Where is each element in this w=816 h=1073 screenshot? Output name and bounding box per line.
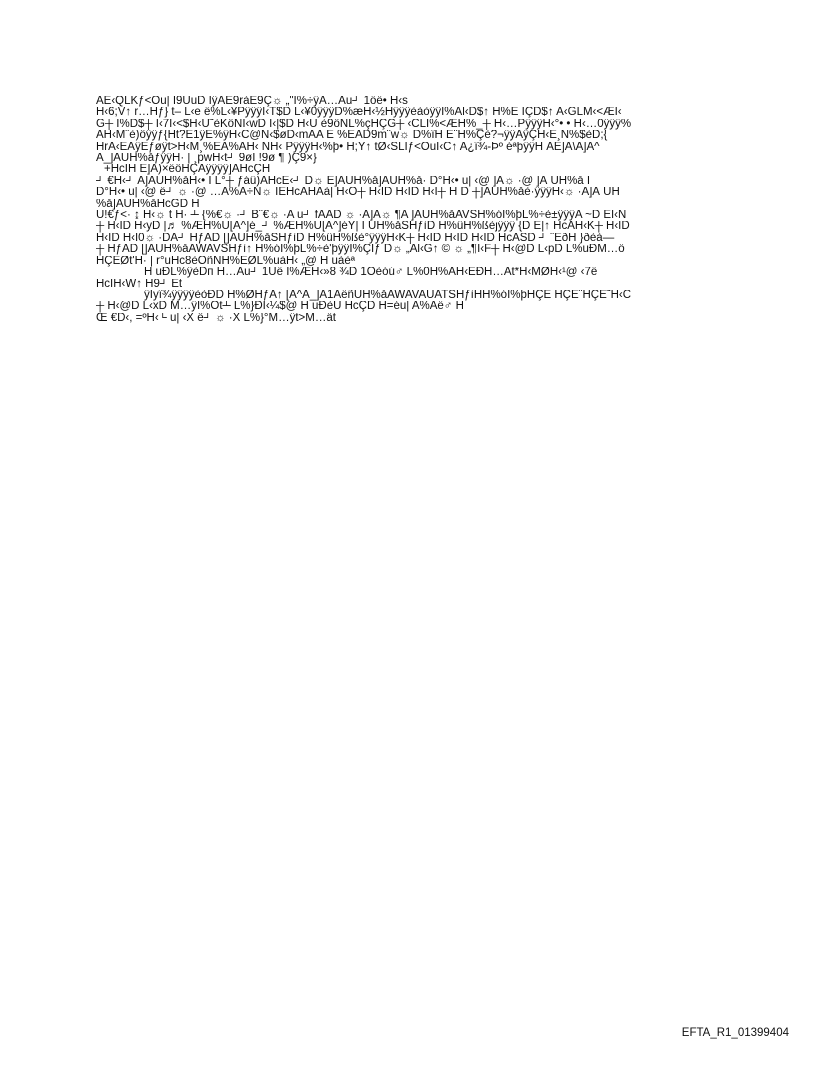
text-line: HcÎH‹W↑ H9┘ Êt bbox=[96, 278, 183, 290]
text-line: ┼ H‹ID H‹yD |♬ %ÆH%Ú[A^]é_┘ %ÆH%Ú[A^]éY| Ï UH%åSHƒìD H%ûH%ßèjÿÿÿ {D Ë|↑ HcÁH‹K┼ H‹ID bbox=[96, 221, 630, 233]
text-line: HrÄ‹EÀÿÉƒøÿt>H‹M¸%EÀ%ÂH‹ ÑH‹ PÿÿÿH‹%þ• H;Y↑ tØ‹SLIƒ<ÔuÎ‹C↑ A¿ï¾-Þº éªþÿÿH ÀÈ]A\A]A^ bbox=[96, 141, 600, 153]
text-line: ┼ H‹@D L‹xD M…ÿI%Ôt┴ L%}ÐI‹¼$@ H uÐèÜ HcÇD H=éu| A%Àë♂ H bbox=[96, 301, 464, 313]
document-id-footer: EFTA_R1_01399404 bbox=[681, 1027, 789, 1039]
text-line: H uÐL%ÿèDп H…Àu┘ 1Ûë I%ÆH‹»8 ¾D 1Òèóú♂ L%0H%ÂH‹EÐH…Àt*H‹MØH‹¹@ ‹7ë bbox=[144, 267, 598, 279]
text-line: ┼ HƒÄD []ÃUH%åAWAVSHƒì↑ H%óI%þL%÷è'þÿÿI%ÇIƒ D☼ „Ãl‹G↑ © ☼ „¶I‹F┼ H‹@D L‹pD L%uÐM…ö bbox=[96, 244, 625, 256]
text-line: Œ €D‹, =ºH‹└ u| ‹X ê┘ ☼ ·X L%}°M…ÿt>M…ät bbox=[96, 312, 336, 324]
text-line: HÇEØt'H· | r°uHc8èÕñNH%EØL%uàH‹ „@ H uàèª bbox=[96, 255, 355, 267]
garbled-text-block bbox=[96, 96, 736, 324]
text-line: H‹6;V↑ r…Hƒ} t– L‹e ë%L‹¥PÿÿÿI‹T$D L‹¥0ÿÿÿD%æH‹½HÿÿÿèàòÿÿI%Äl‹D$↑ H%E IÇD$↑ A‹GLM‹<ÆI‹ bbox=[96, 107, 622, 119]
text-line: D°H‹• u| ‹@ ë┘ ☼ ·@ …À%Á÷Ñ☼ IÈHcÁHÁà| H‹O┼ H‹ID H‹ID H‹I┼ H D ┼]ÃUH%åè·ÿÿÿH‹☼ ·À]Ã UH bbox=[96, 187, 620, 199]
text-line: +HcÎH È]Ã)×ëôHÇÀÿÿÿÿ]ÃHcÇH bbox=[104, 164, 271, 176]
text-line: A_]ÃUH%åƒÿÿH· | ¸pwH‹t┘ 9øÏ !9ø ¶ )Ç9×} bbox=[96, 153, 317, 165]
text-line: ÿÏyï¾ÿÿÿÿèòÐD H%ØHƒÄ↑ [A^A_]Ã1ÀëñUH%åAWAVAUATSHƒìHH%óI%þHÇE HÇE¨HÇE˜H‹C bbox=[144, 289, 632, 301]
text-line: H‹ID H‹I0☼ ·DA┘ HƒÄD []ÃUH%åSHƒìD H%ûH%ßè°ÿÿÿH‹K┼ H‹ID H‹ID H‹ID HcÁŠD ┘ ˆEðH }ðèà— bbox=[96, 232, 615, 244]
text-line: ÂH‹Mˆè)ôÿÿƒ{Ht?E1ÿE%ÿH‹C@N‹$øD‹mÀA E %EÀD9m¨w☼ D%îH E¨H%Çè?¬ÿÿAÿÇH‹E¸N%$èD;{ bbox=[96, 130, 608, 142]
text-line: Û!€ƒ<· ↨ H‹☼ t H· ┴ {%€☼ ·┘ B¨€☼ ·A u┘ fÁÀD ☼ ·À]Ã☼ ¶A ]ÃUH%åAVSH%óI%þL%÷è±ÿÿÿA ~D ËI‹N bbox=[96, 210, 627, 222]
text-line: ┘ €H‹┘ Á]ÃUH%åH‹• Ï L°┼ ƒáü)ÁHcÉ‹┘ D☼ È]ÃUH%å]ÃUH%å· D°H‹• u| ‹@ ]Ã☼ ·@ ]Ã UH%å Ï bbox=[96, 175, 591, 187]
text-line: G┼ I%D$┼ I‹7I‹<$H‹U˜èKôNI‹wD I‹|$D H‹U è9ôNL%çHÇG┼ ‹CLI%<ÆH%_┼ H‹…PÿÿÿH‹°• • H‹…0ÿÿÿ% bbox=[96, 118, 632, 130]
text-line: %å]ÃUH%åHcGD H bbox=[96, 198, 200, 210]
text-line: ÁE‹QLKƒ<Ôu| I9ÙuD IÿÀE9ràE9Ç☼ „"I%÷ÿÂ…Àu┘ 1öë• H‹s bbox=[96, 96, 408, 107]
